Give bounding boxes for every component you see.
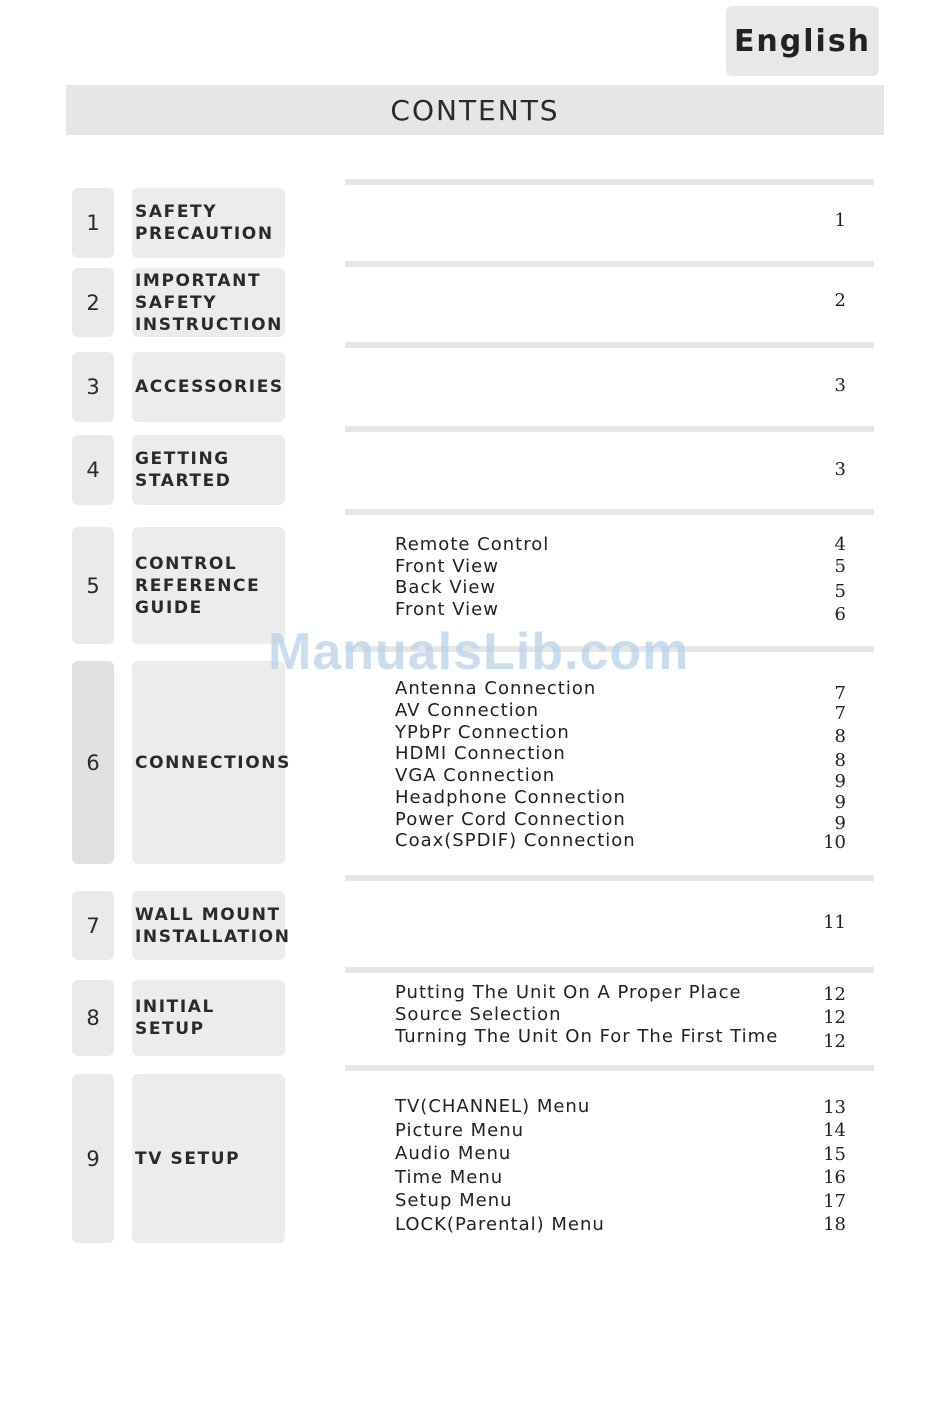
page-number: 17 xyxy=(823,1191,846,1212)
section-divider xyxy=(345,426,874,432)
section-number: 8 xyxy=(72,980,114,1056)
page-number: 5 xyxy=(834,556,846,577)
toc-entry[interactable]: VGA Connection xyxy=(395,765,556,786)
toc-entry[interactable]: Putting The Unit On A Proper Place xyxy=(395,982,742,1003)
section-number: 6 xyxy=(72,661,114,864)
watermark: ManualsLib.com xyxy=(268,623,690,681)
page-number: 10 xyxy=(823,832,846,853)
section-title-text: SAFETY PRECAUTION xyxy=(135,202,274,244)
section-title-text: WALL MOUNT INSTALLATION xyxy=(135,904,291,947)
page-number: 7 xyxy=(834,703,846,724)
toc-entry[interactable]: TV(CHANNEL) Menu xyxy=(395,1096,591,1117)
section-title[interactable] xyxy=(132,661,291,864)
section-title[interactable] xyxy=(132,352,285,422)
section-title[interactable] xyxy=(132,527,285,644)
toc-entry[interactable]: Time Menu xyxy=(395,1167,504,1188)
page-number: 16 xyxy=(823,1167,846,1188)
section-title[interactable] xyxy=(132,268,285,337)
toc-entry[interactable]: Picture Menu xyxy=(395,1120,525,1141)
toc-entry[interactable]: Front View xyxy=(395,556,499,577)
page-number: 6 xyxy=(834,604,846,625)
page-number: 9 xyxy=(834,813,846,834)
section-number: 1 xyxy=(72,188,114,258)
page-number: 18 xyxy=(823,1214,846,1235)
page-number: 15 xyxy=(823,1144,846,1165)
toc-entry[interactable]: YPbPr Connection xyxy=(395,722,570,743)
page-number: 5 xyxy=(834,581,846,602)
toc-entry[interactable]: LOCK(Parental) Menu xyxy=(395,1214,605,1235)
section-title[interactable] xyxy=(132,980,285,1056)
section-title-text: INITIAL SETUP xyxy=(135,997,215,1039)
page-number: 14 xyxy=(823,1120,846,1141)
section-divider xyxy=(345,179,874,185)
page-number: 1 xyxy=(834,210,846,231)
toc-entry[interactable]: Remote Control xyxy=(395,534,550,555)
section-title-text: ACCESSORIES xyxy=(135,377,284,397)
section-title[interactable] xyxy=(132,1074,285,1243)
page-number: 12 xyxy=(823,1007,846,1028)
page-number: 9 xyxy=(834,792,846,813)
toc-entry[interactable]: Turning The Unit On For The First Time xyxy=(395,1026,779,1047)
section-divider xyxy=(345,509,874,515)
section-divider xyxy=(345,1065,874,1071)
section-number: 7 xyxy=(72,891,114,960)
section-number: 9 xyxy=(72,1074,114,1243)
section-title[interactable] xyxy=(132,435,285,505)
page-number: 8 xyxy=(834,726,846,747)
page-number: 13 xyxy=(823,1097,846,1118)
section-title-text: TV SETUP xyxy=(135,1148,241,1169)
section-divider xyxy=(345,646,874,652)
section-title-text: CONNECTIONS xyxy=(135,752,291,773)
toc-entry[interactable]: Headphone Connection xyxy=(395,787,626,808)
section-title-text: IMPORTANT SAFETY INSTRUCTION xyxy=(135,270,283,335)
page-number: 3 xyxy=(834,459,846,480)
toc-entry[interactable]: Power Cord Connection xyxy=(395,809,626,830)
page-number: 7 xyxy=(834,683,846,704)
page-title: CONTENTS xyxy=(66,85,884,135)
section-divider xyxy=(345,342,874,348)
page-number: 3 xyxy=(834,375,846,396)
section-title[interactable] xyxy=(132,891,291,960)
section-title-text: CONTROL REFERENCE GUIDE xyxy=(135,553,261,618)
toc-entry[interactable]: HDMI Connection xyxy=(395,743,566,764)
toc-entry[interactable]: Audio Menu xyxy=(395,1143,512,1164)
toc-entry[interactable]: Coax(SPDIF) Connection xyxy=(395,830,636,851)
page-number: 9 xyxy=(834,771,846,792)
section-title[interactable] xyxy=(132,188,285,258)
page-number: 8 xyxy=(834,750,846,771)
section-number: 4 xyxy=(72,435,114,505)
toc-entry[interactable]: Front View xyxy=(395,599,499,620)
page-number: 12 xyxy=(823,984,846,1005)
section-divider xyxy=(345,967,874,973)
page-number: 12 xyxy=(823,1031,846,1052)
language-tab[interactable]: English xyxy=(726,6,879,76)
section-divider xyxy=(345,875,874,881)
section-number: 2 xyxy=(72,268,114,337)
section-divider xyxy=(345,261,874,267)
toc-entry[interactable]: Setup Menu xyxy=(395,1190,513,1211)
toc-entry[interactable]: Back View xyxy=(395,577,497,598)
toc-entry[interactable]: Source Selection xyxy=(395,1004,562,1025)
page-number: 2 xyxy=(834,290,846,311)
section-title-text: GETTING STARTED xyxy=(135,449,232,491)
section-number: 3 xyxy=(72,352,114,422)
toc-entry[interactable]: Antenna Connection xyxy=(395,678,597,699)
toc-entry[interactable]: AV Connection xyxy=(395,700,540,721)
section-number: 5 xyxy=(72,527,114,644)
page-number: 4 xyxy=(834,534,846,555)
page-number: 11 xyxy=(823,912,846,933)
